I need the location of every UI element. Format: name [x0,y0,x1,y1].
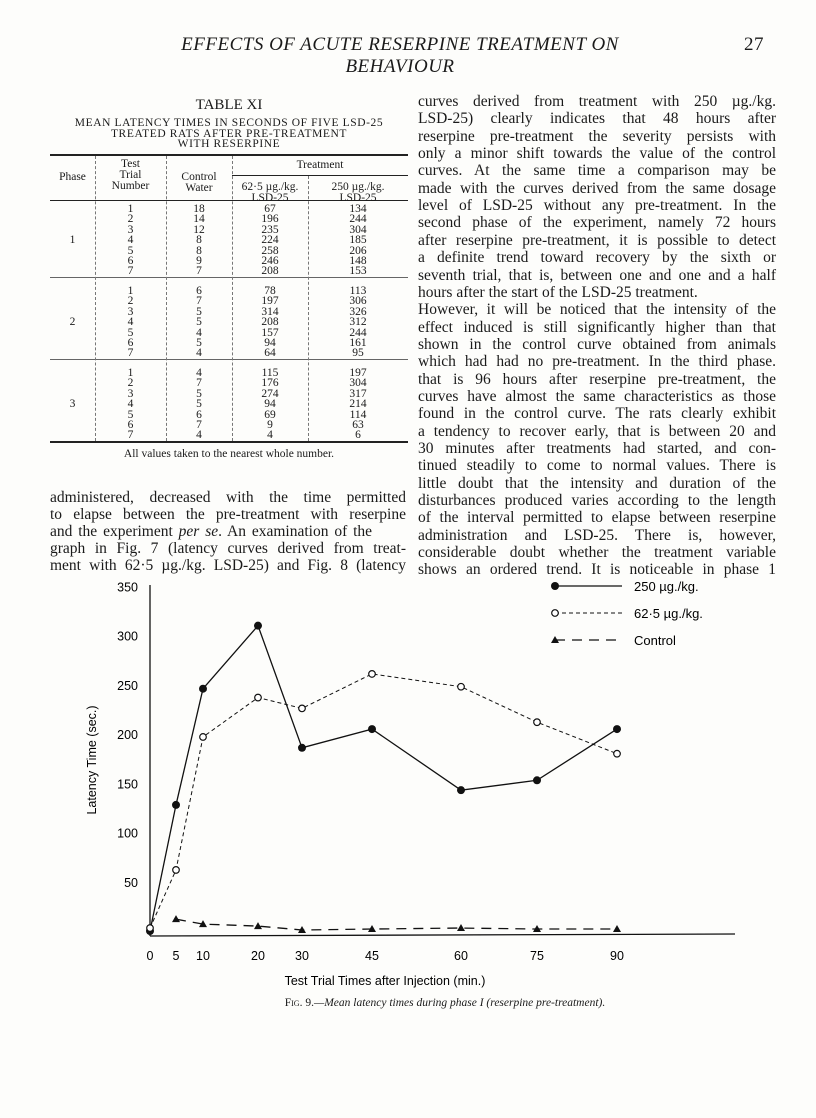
table-cell-high: 114 [349,408,367,421]
table-cell-low: 115 [261,367,279,379]
table-title-line: WITH RESERPINE [177,138,281,150]
table-cell-trials: 3 [127,305,134,318]
text-emphasis: per se [178,523,219,540]
table-cell-control: 5 [196,337,202,349]
table-cell-high: 306 [349,295,367,308]
table-note: All values taken to the nearest whole number. [123,448,335,460]
data-point-series-1 [458,683,465,690]
table-cell-low: 274 [261,387,279,400]
data-point-series-0 [254,622,262,630]
table-cell-high: 63 [352,419,364,431]
legend-label: Control [634,633,676,648]
table-cell-low: 69 [264,408,276,421]
table-cell-high: 185 [349,234,367,247]
legend-label: 62·5 µg./kg. [634,606,703,621]
data-point-series-1 [147,925,154,932]
header-line: Water [185,182,213,194]
table-cell-low: 78 [264,285,276,297]
caption-label: Fig. 9. [284,997,314,1009]
figure-caption [0,997,816,1009]
text-line: after reserpine pre-treatment, it is possible to detect [418,231,776,249]
table-cell-high: 326 [349,305,367,318]
text-line: ment with 62·5 µg./kg. LSD-25) and Fig. 8 (latency [50,557,406,574]
table-cell-trials: 1 [127,285,134,297]
legend-marker-0 [551,582,559,590]
text-line: of the interval permitted to elapse between reserpine [418,509,776,527]
series-line-0 [150,626,617,931]
table-cell-trials: 6 [127,419,134,431]
table-cell-high: 317 [349,387,367,400]
table-cell-control: 7 [196,295,202,308]
table-cell-control: 5 [196,398,202,411]
text-line: shown in the control curve obtained from animals [418,335,776,353]
table-cell-trials: 5 [127,408,134,421]
header-treatment: Treatment [296,159,344,171]
header-line: Number [111,180,150,192]
table-cell-high: 134 [349,203,367,215]
text-segment: . An examination of the [218,523,373,540]
data-point-series-1 [534,719,541,726]
table-cell-low: 314 [261,305,279,318]
table-cell-high: 148 [349,255,367,267]
table-cell-high: 113 [349,285,367,297]
table-cell-trials: 4 [127,316,134,329]
table-cell-trials: 1 [127,367,134,379]
x-tick-label: 10 [196,949,210,963]
text-line: administered, decreased with the time permitted [50,489,406,506]
data-point-series-2 [254,922,262,929]
y-tick-label: 250 [117,678,138,693]
table-cell-trials: 2 [127,213,134,226]
table-cell-low: 64 [264,347,276,360]
data-point-series-1 [369,671,376,678]
x-tick-label: 75 [530,949,544,963]
table-cell-control: 5 [196,316,202,329]
y-tick-label: 350 [117,580,138,595]
table-cell-control: 4 [196,326,202,339]
table-cell-control: 4 [196,347,202,360]
table-cell-control: 6 [196,408,202,421]
table-cell-high: 197 [349,367,367,379]
table-cell-low: 246 [261,255,279,267]
table-cell-high: 304 [349,223,367,236]
text-line: reserpine pre-treatment the severity persists with [418,127,776,145]
series-line-2 [176,919,617,930]
table-cell-low: 208 [261,316,279,329]
data-point-series-0 [368,725,376,733]
data-point-series-0 [172,801,180,809]
text-line: administration and LSD-25. There is, however, [418,526,776,544]
data-point-series-1 [173,867,180,874]
table-cell-high: 244 [349,326,367,339]
y-tick-label: 150 [117,777,138,792]
text-line: a tendency to recover early, that is between 20 and [418,422,776,440]
text-line: tinued steadily to come to normal values. There is [418,457,776,475]
header-line: Trial [119,169,142,181]
legend-label: 250 µg./kg. [634,579,699,594]
phase-label: 1 [69,234,76,246]
x-axis-label: Test Trial Times after Injection (min.) [284,974,486,988]
table-cell-control: 18 [193,203,205,215]
y-tick-label: 200 [117,728,138,742]
table-cell-high: 304 [349,377,367,390]
header-line: LSD-25 [339,192,377,204]
table-cell-low: 9 [267,419,273,431]
table-cell-low: 224 [261,234,279,247]
text-line: curves have almost the same characteristics as those [418,387,776,405]
header-line: 250 µg./kg. [331,181,385,193]
table-cell-trials: 3 [127,223,134,236]
data-point-series-0 [533,776,541,784]
table-cell-control: 7 [196,265,202,278]
table-cell-high: 95 [352,347,364,360]
data-point-series-1 [614,750,621,757]
header-line: LSD-25 [251,192,289,204]
table-cell-control: 12 [193,223,205,236]
table-cell-high: 6 [355,429,361,442]
table-cell-low: 94 [264,337,276,349]
table-cell-trials: 5 [127,326,134,339]
x-tick-label: 5 [172,949,180,963]
header-line: 62·5 µg./kg. [241,181,299,193]
text-line: LSD-25) clearly indicates that 48 hours after [418,110,776,128]
x-tick-label: 90 [610,949,624,963]
text-line: second phase of the experiment, namely 72 hours [418,214,776,232]
series-line-1 [150,674,617,928]
data-point-series-1 [299,705,306,712]
caption-text: —Mean latency times during phase I (reserpine pre-treatment). [313,997,606,1009]
text-line: made with the curves derived from the same dosage [418,179,776,197]
text-line: However, it will be noticed that the intensity of the [418,301,776,319]
data-point-series-1 [200,734,207,741]
table-cell-control: 4 [196,429,202,442]
x-tick-label: 0 [146,949,154,963]
table-cell-high: 312 [349,316,367,329]
table-cell-trials: 1 [127,203,134,215]
table-cell-control: 4 [196,367,202,379]
table-cell-high: 206 [349,244,367,257]
table-cell-trials: 7 [127,429,134,442]
header-phase: Phase [59,171,86,183]
table-cell-low: 4 [267,429,273,442]
text-line: curves derived from treatment with 250 µg./kg. [418,93,776,110]
legend-marker-1 [552,610,559,617]
y-tick-label: 50 [124,875,138,890]
table-cell-control: 7 [196,377,202,390]
x-tick-label: 30 [295,949,309,963]
x-tick-label: 45 [365,949,379,963]
text-line: to elapse between the pre-treatment with reserpine [50,506,406,523]
table-cell-low: 157 [261,326,279,339]
table-cell-high: 161 [349,337,367,349]
table-cell-high: 244 [349,213,367,226]
table-cell-control: 14 [193,213,205,226]
text-line: level of LSD-25 without any pre-treatment. In the [418,197,776,215]
table-cell-high: 153 [349,265,367,278]
table-title-line: TREATED RATS AFTER PRE-TREATMENT [110,127,348,140]
text-line: a definite trend toward recovery by the sixth or [418,249,776,267]
data-point-series-2 [172,915,180,922]
y-tick-label: 100 [117,826,138,841]
page-number: 27 [744,34,764,55]
table-cell-low: 196 [261,213,279,226]
table-cell-low: 94 [264,398,276,411]
table-cell-trials: 6 [127,337,134,349]
table-title-line: MEAN LATENCY TIMES IN SECONDS OF FIVE LSD-25 [74,117,384,129]
text-line: curves. At the same time a comparison may be [418,162,776,180]
table-cell-control: 8 [196,244,202,257]
header-line: Control [181,171,217,183]
text-line: which had had no pre-treatment. In the third phase. [418,353,776,371]
table-cell-low: 67 [264,203,276,215]
table-cell-trials: 4 [127,234,134,247]
text-segment: and the experiment [50,523,179,540]
table-cell-high: 214 [349,398,367,411]
table-label: TABLE XI [195,97,263,113]
text-line: disturbances produced varies according to the length [418,492,776,510]
table-cell-trials: 5 [127,244,134,257]
text-line: little doubt that the intensity and duration of the [418,474,776,492]
phase-label: 2 [69,316,76,328]
text-line: found in the control curve. The rats clearly exhibit [418,405,776,423]
text-line: shows an ordered trend. It is noticeable in phase 1 [418,561,776,579]
table-cell-trials: 6 [127,255,134,267]
phase-label: 3 [69,398,76,410]
header-line: Test [121,158,140,170]
y-axis-label: Latency Time (sec.) [85,705,99,815]
table-cell-control: 9 [196,255,202,267]
table-cell-low: 258 [261,244,279,257]
table-cell-low: 208 [261,265,279,278]
text-line: only a minor shift towards the value of the control [418,145,776,163]
x-tick-label: 60 [454,949,468,963]
table-cell-control: 5 [196,305,202,318]
text-line: seventh trial, that is, between one and one and a half [418,266,776,284]
text-line: considerable doubt whether the treatment variable [418,544,776,562]
text-line: graph in Fig. 7 (latency curves derived from treat- [50,540,406,557]
table-cell-control: 6 [196,285,202,297]
text-line: 30 minutes after treatments had started, and con- [418,440,776,457]
running-title: EFFECTS OF ACUTE RESERPINE TREATMENT ON BEHAVIOUR [181,34,619,77]
text-line: effect induced is still significantly higher than that [418,318,776,336]
table-cell-low: 197 [261,295,279,308]
table-cell-trials: 7 [127,347,134,360]
data-point-series-2 [613,925,621,932]
table-cell-trials: 7 [127,265,134,278]
table-cell-trials: 3 [127,387,134,400]
x-axis [150,934,735,936]
table-cell-control: 7 [196,419,202,431]
data-point-series-0 [457,786,465,794]
table-cell-trials: 2 [127,377,134,390]
y-tick-label: 300 [117,629,138,644]
table-cell-control: 8 [196,234,202,247]
data-point-series-0 [298,744,306,752]
x-tick-label: 20 [251,949,265,963]
table-cell-low: 176 [261,377,279,390]
data-point-series-0 [613,725,621,733]
text-line: hours after the start of the LSD-25 treatment. [418,283,698,301]
text-line: that is 96 hours after reserpine pre-treatment, the [418,370,776,388]
table-cell-trials: 2 [127,295,134,308]
table-cell-control: 5 [196,387,202,400]
data-point-series-0 [199,685,207,693]
data-point-series-2 [457,924,465,931]
table-cell-trials: 4 [127,398,134,411]
data-point-series-1 [255,694,262,701]
table-cell-low: 235 [261,223,279,236]
